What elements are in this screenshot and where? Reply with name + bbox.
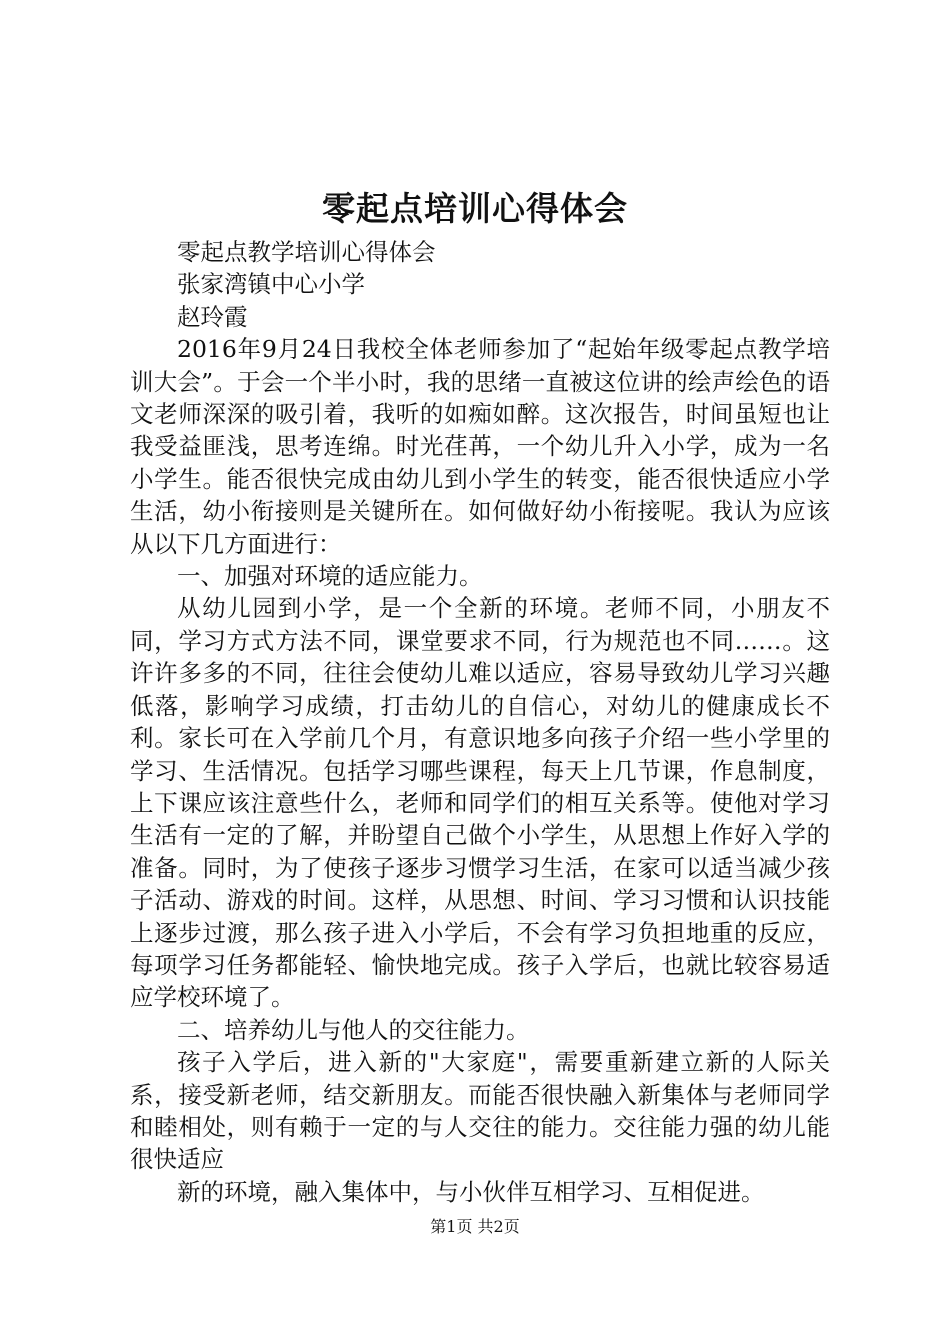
school-name: 张家湾镇中心小学	[177, 270, 365, 299]
document-body	[130, 236, 830, 1208]
document-title: 零起点培训心得体会	[322, 189, 628, 228]
page-footer: 第1页 共2页	[430, 1217, 520, 1236]
body-paragraph: 新的环境，融入集体中，与小伙伴互相学习、互相促进。	[177, 1177, 765, 1206]
author-name: 赵玲霞	[177, 302, 248, 331]
body-paragraph: 孩子入学后，进入新的"大家庭"，需要重新建立新的人际关系，接受新老师，结交新朋友。而能否很快融入新集体与老师同学和睦相处，则有赖于一定的与人交往的能力。交往能力强的幼儿能很快适应	[130, 1048, 830, 1174]
section-heading: 一、加强对环境的适应能力。	[177, 562, 483, 591]
subtitle-paragraph: 零起点教学培训心得体会	[177, 238, 436, 266]
body-paragraph: 从幼儿园到小学，是一个全新的环境。老师不同，小朋友不同，学习方式方法不同，课堂要求不同，行为规范也不同……。这许许多多的不同，往往会使幼儿难以适应，容易导致幼儿学习兴趣低落，影响学习成绩，打击幼儿的自信心，对幼儿的健康成长不利。家长可在入学前几个月，有意识地多向孩子介绍一些小学里的学习、生活情况。包括学习哪些课程，每天上几节课，作息制度，上下课应该注意些什么，老师和同学们的相互关系等。使他对学习生活有一定的了解，并盼望自己做个小学生，从思想上作好入学的准备。同时，为了使孩子逐步习惯学习生活，在家可以适当减少孩子活动、游戏的时间。这样，从思想、时间、学习习惯和认识技能上逐步过渡，那么孩子进入小学后，不会有学习负担地重的反应，每项学习任务都能轻、愉快地完成。孩子入学后，也就比较容易适应学校环境了。	[130, 594, 830, 1012]
section-heading: 二、培养幼儿与他人的交往能力。	[177, 1015, 530, 1044]
body-paragraph: 2016年9月24日我校全体老师参加了“起始年级零起点教学培训大会”。于会一个半小时，我的思绪一直被这位讲的绘声绘色的语文老师深深的吸引着，我听的如痴如醉。这次报告，时间虽短也让我受益匪浅，思考连绵。时光荏苒，一个幼儿升入小学，成为一名小学生。能否很快完成由幼儿到小学生的转变，能否很快适应小学生活，幼小衔接则是关键所在。如何做好幼小衔接呢。我认为应该从以下几方面进行：	[130, 335, 830, 558]
